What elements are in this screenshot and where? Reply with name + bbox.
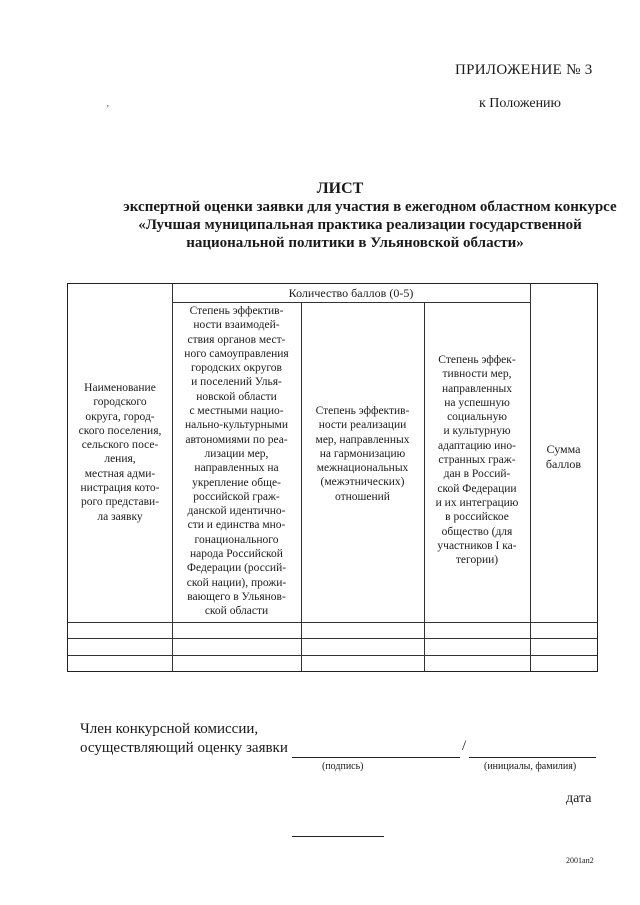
commission-member-label: Член конкурсной комиссии, [80, 721, 259, 737]
title-line-2: «Лучшая муниципальная практика реализации государственной [138, 217, 582, 233]
signature-field[interactable] [292, 757, 460, 758]
evaluator-label: осуществляющий оценку заявки [80, 740, 288, 756]
appendix-number: ПРИЛОЖЕНИЕ № 3 [455, 62, 593, 78]
column-header-adaptation-efficiency: Степень эффек- тивности мер, направленных на успешную социальную и культурную адаптацию ино- странных граж- дан в Россий- ской Федерации и их интеграцию в российское общество (для участников I ка- тегории) [435, 354, 519, 567]
group-header-score-count: Количество баллов (0-5) [288, 286, 414, 300]
to-regulation-label: к Положению [479, 96, 562, 111]
name-caption: (инициалы, фамилия) [484, 761, 577, 772]
column-header-total-score: Сумма баллов [545, 442, 582, 471]
column-header-name: Наименование городского округа, город- ского поселения, сельского посе- ления, местная адми- нистрация кото- рого представи- ла заявку [78, 382, 162, 523]
title-line-3: национальной политики в Ульяновской области» [186, 235, 524, 251]
date-label: дата [566, 791, 592, 806]
column-header-harmonization-efficiency: Степень эффектив- ности реализации мер, направленных на гармонизацию межнациональных (межэтнических) отношений [315, 405, 410, 503]
table-row[interactable] [68, 639, 597, 655]
signature-slash: / [462, 738, 467, 754]
evaluation-table [67, 283, 598, 672]
scan-speck: ’ [106, 104, 110, 115]
date-field[interactable] [292, 836, 384, 837]
document-code: 2001ап2 [566, 856, 594, 865]
column-header-interaction-efficiency: Степень эффектив- ности взаимодей- ствия органов мест- ного самоуправления городских округов и поселений Улья- новской области с местными нацио- нально-культурными автономиями по реа- лизации мер, направленных на укрепление обще- российской граж- данской идентично- сти и единства мно- гонационального народа Российской Федерации (россий- ской нации), прожи- вающего в Ульянов- ской области [184, 305, 289, 618]
table-row[interactable] [68, 623, 597, 638]
name-field[interactable] [469, 757, 596, 758]
document-title [60, 180, 620, 252]
signature-caption: (подпись) [322, 761, 364, 772]
title-line-1: экспертной оценки заявки для участия в ежегодном областном конкурсе [123, 199, 617, 215]
group-header-divider [172, 302, 530, 303]
table-row[interactable] [68, 656, 597, 671]
title-main: ЛИСТ [316, 180, 364, 197]
column-divider [530, 284, 531, 671]
